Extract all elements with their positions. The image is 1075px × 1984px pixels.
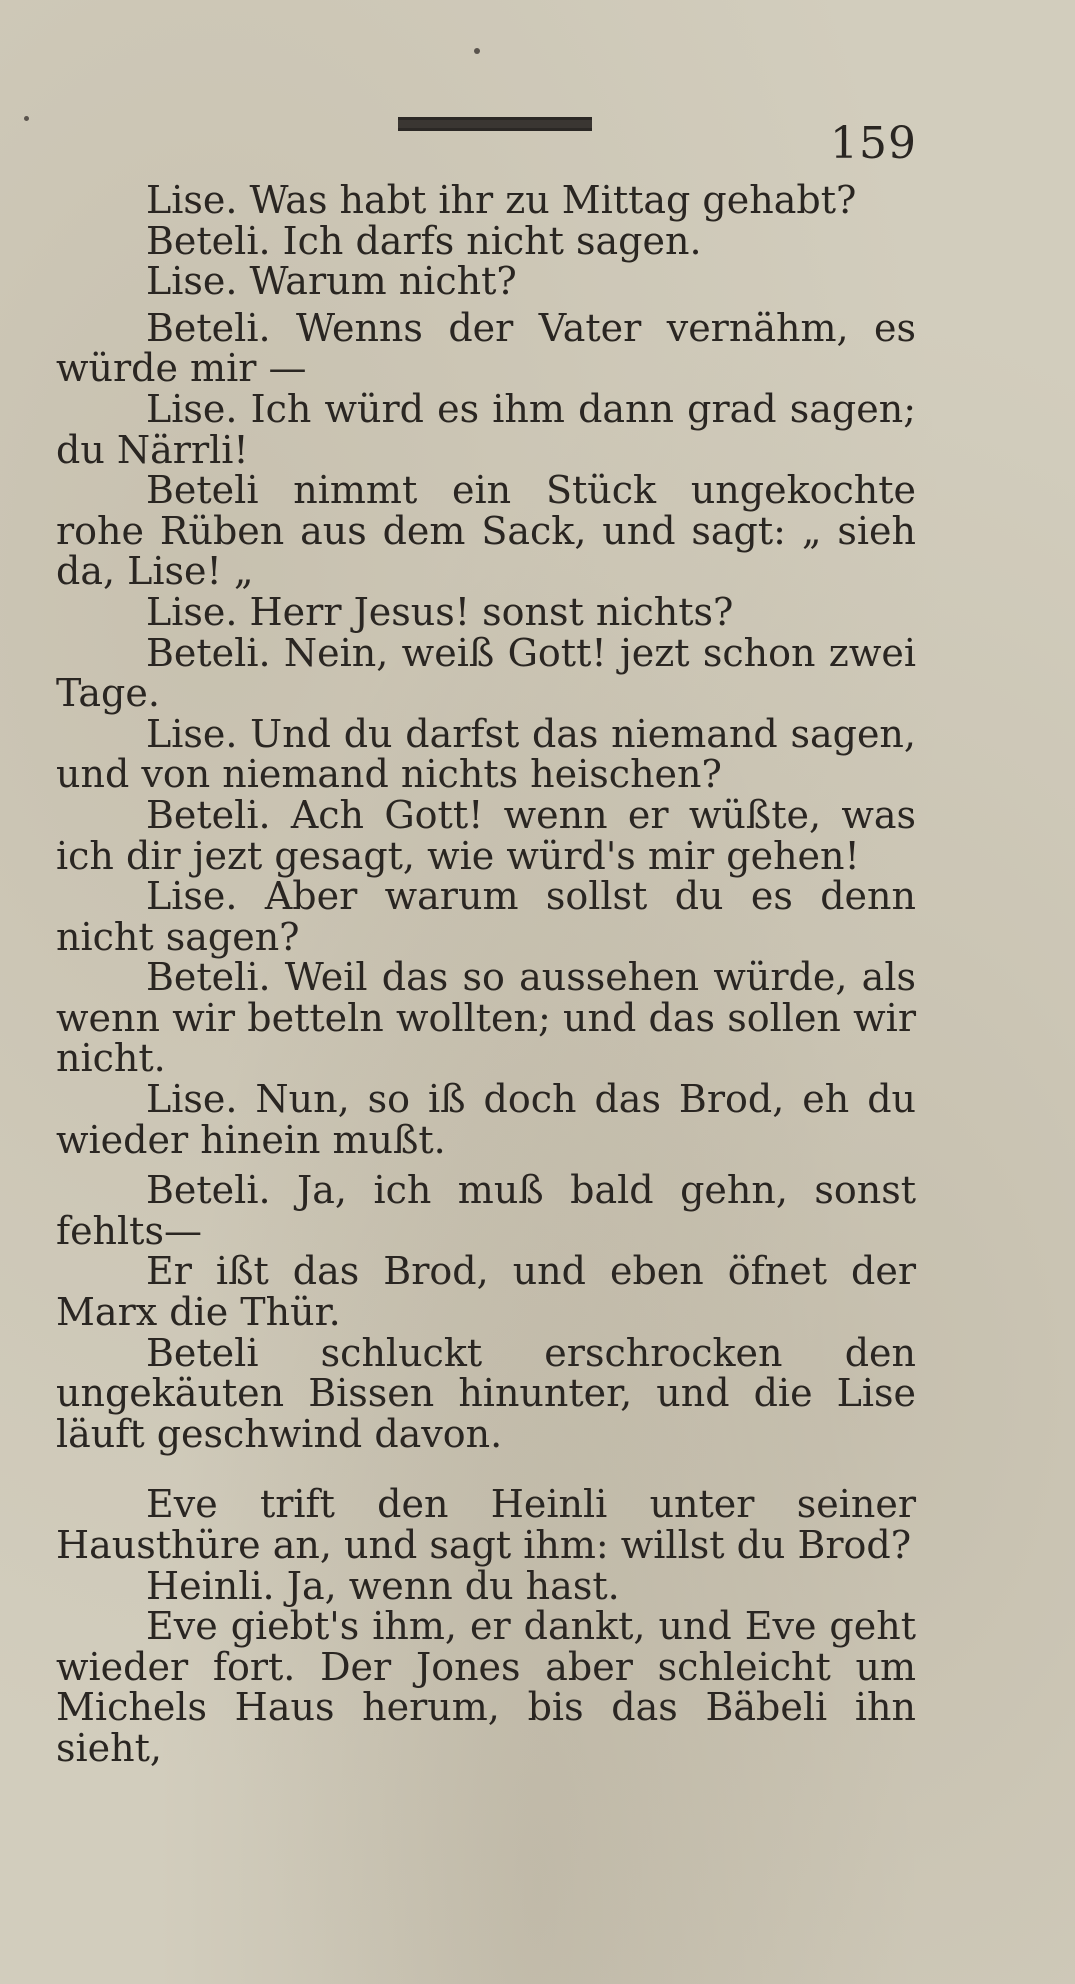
speck <box>24 116 29 121</box>
header-rule <box>398 117 592 131</box>
paragraph: Lise. Nun, so iß doch das Brod, eh du wieder hinein mußt. <box>56 1077 916 1162</box>
paragraph: Lise. Aber warum sollst du es denn nicht sagen? <box>56 874 916 959</box>
paragraph: Beteli. Nein, weiß Gott! jezt schon zwei Tage. <box>56 630 916 716</box>
paragraph: Beteli. Ich darfs nicht sagen. <box>146 218 702 263</box>
paragraph: Heinli. Ja, wenn du hast. <box>146 1563 620 1608</box>
paragraph: Beteli nimmt ein Stück ungekochte rohe Rüben aus dem Sack, und sagt: „ sieh da, Lise! „ <box>56 468 916 594</box>
paragraph: Lise. Und du darfst das niemand sagen, und von niemand nichts heischen? <box>56 711 916 797</box>
body-text <box>56 180 916 1769</box>
paragraph: Beteli. Weil das so aussehen würde, als wenn wir betteln wollten; und das sollen wir nicht. <box>56 955 916 1081</box>
paragraph: Beteli schluckt erschrocken den ungekäuten Bissen hinunter, und die Lise läuft geschwind davon. <box>56 1330 916 1456</box>
paragraph: Beteli. Ach Gott! wenn er wüßte, was ich dir jezt gesagt, wie würd's mir gehen! <box>56 792 916 878</box>
speck <box>474 48 480 54</box>
paragraph: Lise. Ich würd es ihm dann grad sagen; du Närrli! <box>56 386 916 472</box>
paragraph: Lise. Herr Jesus! sonst nichts? <box>146 589 734 634</box>
paragraph: Eve giebt's ihm, er dankt, und Eve geht wieder fort. Der Jones aber schleicht um Michels Haus herum, bis das Bäbeli ihn sieht, <box>56 1604 916 1770</box>
page-number: 159 <box>830 118 917 169</box>
paragraph: Beteli. Wenns der Vater vernähm, es würde mir — <box>56 305 916 391</box>
paragraph: Eve trift den Heinli unter seiner Hausthüre an, und sagt ihm: willst du Brod? <box>56 1482 916 1567</box>
paragraph: Er ißt das Brod, und eben öfnet der Marx die Thür. <box>56 1249 916 1335</box>
paragraph: Beteli. Ja, ich muß bald gehn, sonst fehlts— <box>56 1168 916 1253</box>
paragraph: Lise. Warum nicht? <box>146 259 517 304</box>
paragraph: Lise. Was habt ihr zu Mittag gehabt? <box>146 178 857 222</box>
